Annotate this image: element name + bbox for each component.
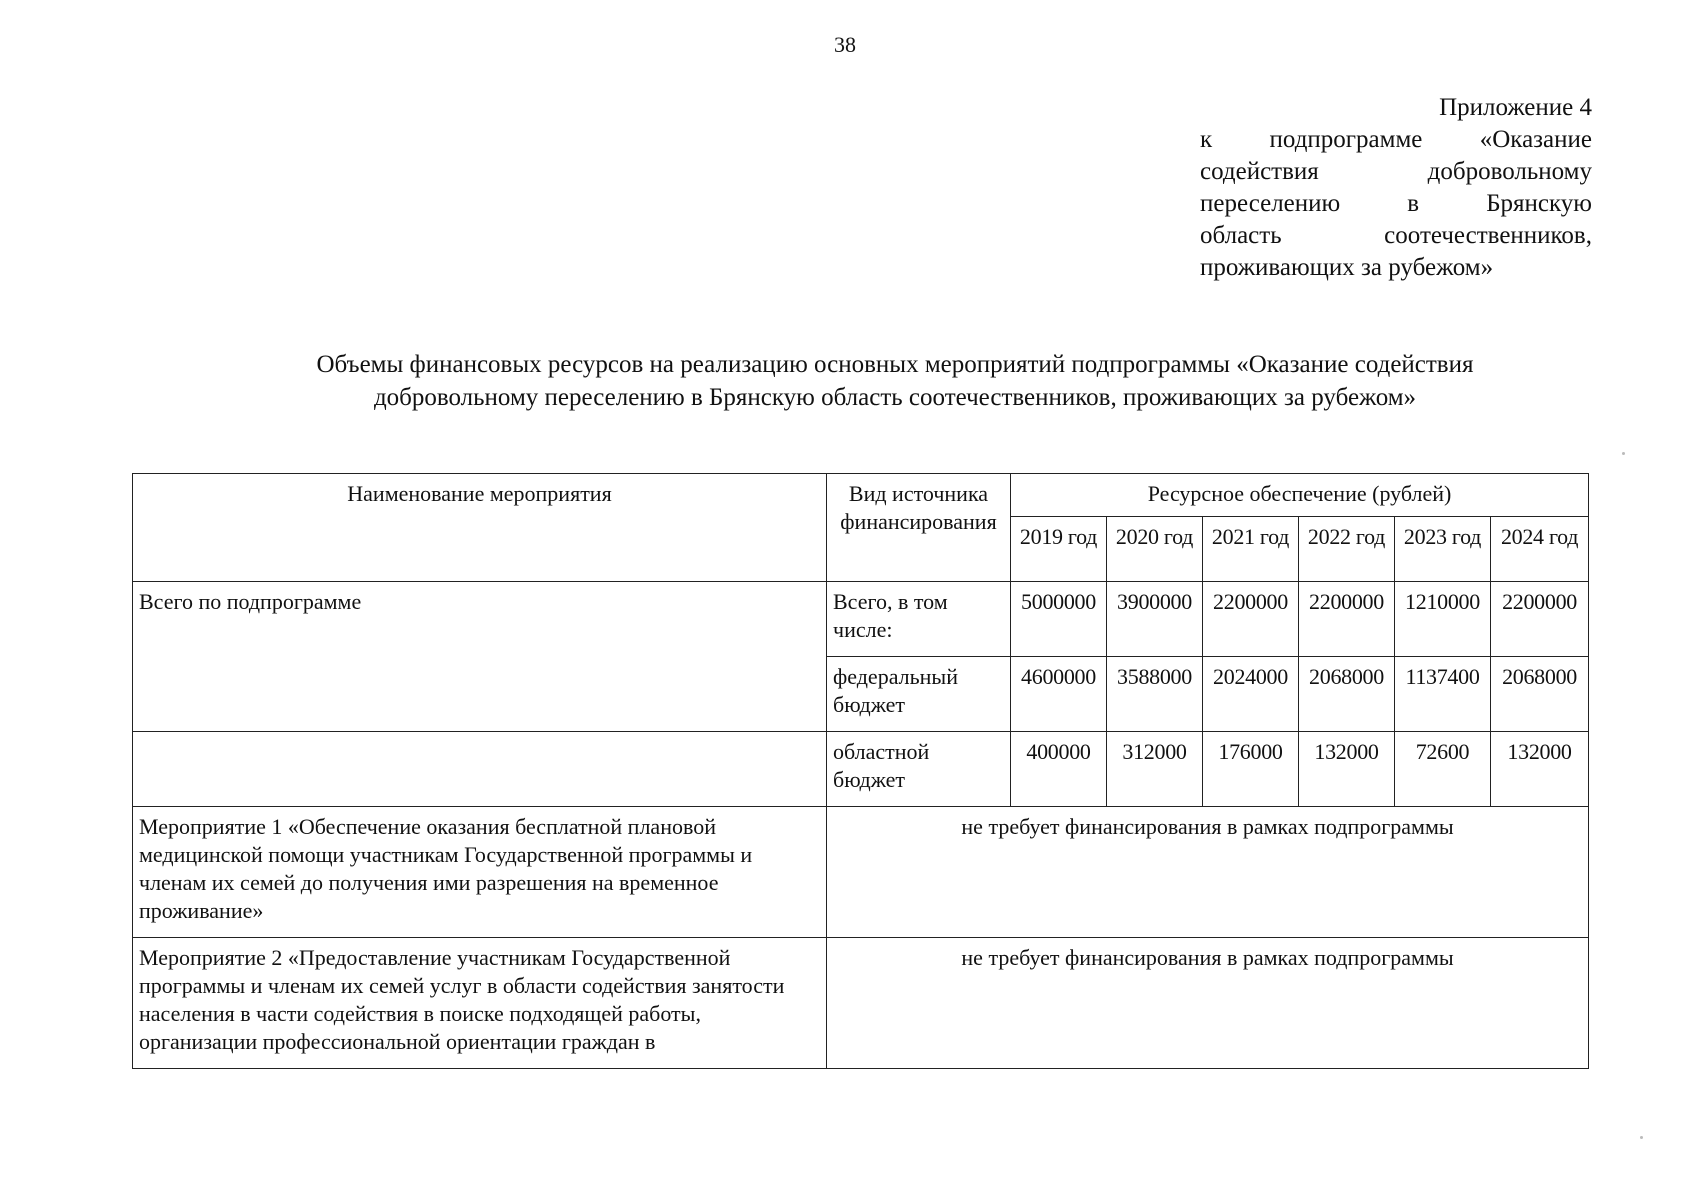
table-row xyxy=(133,938,1589,1069)
source-cell: областной бюджет xyxy=(827,732,1011,807)
measure-name: Мероприятие 1 «Обеспечение оказания бесплатной плановой медицинской помощи участникам Государственной программы и членам их семей до получения ими разрешения на временное проживание» xyxy=(133,807,827,938)
total-name: Всего по подпрограмме xyxy=(133,582,827,732)
value-cell: 4600000 xyxy=(1011,657,1107,732)
scan-speck xyxy=(1622,452,1625,455)
header-year: 2023 год xyxy=(1395,517,1491,582)
document-title-line: добровольному переселению в Брянскую область соотечественников, проживающих за рубежом» xyxy=(373,384,1417,411)
header-year: 2020 год xyxy=(1107,517,1203,582)
value-cell: 132000 xyxy=(1299,732,1395,807)
appendix-title: Приложение 4 xyxy=(1439,94,1592,121)
header-year: 2024 год xyxy=(1491,517,1589,582)
header-year: 2022 год xyxy=(1299,517,1395,582)
source-cell: федеральный бюджет xyxy=(827,657,1011,732)
header-year: 2019 год xyxy=(1011,517,1107,582)
value-cell: 1137400 xyxy=(1395,657,1491,732)
value-cell: 132000 xyxy=(1491,732,1589,807)
appendix-line: содействия добровольному xyxy=(1200,158,1592,185)
appendix-line: область соотечественников, xyxy=(1200,222,1592,249)
empty-name-cell xyxy=(133,732,827,807)
value-cell: 2068000 xyxy=(1299,657,1395,732)
appendix-block xyxy=(1200,92,1592,284)
measure-name: Мероприятие 2 «Предоставление участникам Государственной программы и членам их семей услуг в области содействия занятости населения в части содействия в поиске подходящей работы, организации профессиональной ориентации граждан в xyxy=(133,938,827,1069)
value-cell: 2200000 xyxy=(1299,582,1395,657)
value-cell: 1210000 xyxy=(1395,582,1491,657)
page-number: 38 xyxy=(834,32,856,57)
financing-table xyxy=(132,473,1589,1069)
scan-speck xyxy=(1640,1136,1643,1139)
measure-note: не требует финансирования в рамках подпрограммы xyxy=(827,938,1589,1069)
header-source: Вид источника финансирования xyxy=(827,474,1011,582)
value-cell: 176000 xyxy=(1203,732,1299,807)
appendix-line: к подпрограмме «Оказание xyxy=(1200,126,1592,153)
value-cell: 2200000 xyxy=(1203,582,1299,657)
value-cell: 5000000 xyxy=(1011,582,1107,657)
appendix-line: переселению в Брянскую xyxy=(1200,190,1592,217)
value-cell: 2068000 xyxy=(1491,657,1589,732)
header-resources: Ресурсное обеспечение (рублей) xyxy=(1011,474,1589,517)
appendix-line: проживающих за рубежом» xyxy=(1200,254,1494,281)
value-cell: 2200000 xyxy=(1491,582,1589,657)
source-cell: Всего, в том числе: xyxy=(827,582,1011,657)
value-cell: 3900000 xyxy=(1107,582,1203,657)
header-name: Наименование мероприятия xyxy=(133,474,827,582)
value-cell: 3588000 xyxy=(1107,657,1203,732)
header-year: 2021 год xyxy=(1203,517,1299,582)
table-row xyxy=(133,582,1589,657)
table-row xyxy=(133,732,1589,807)
document-title-line: Объемы финансовых ресурсов на реализацию основных мероприятий подпрограммы «Оказание содействия xyxy=(316,351,1474,378)
document-title xyxy=(130,348,1660,414)
value-cell: 2024000 xyxy=(1203,657,1299,732)
value-cell: 312000 xyxy=(1107,732,1203,807)
table-row xyxy=(133,807,1589,938)
measure-note: не требует финансирования в рамках подпрограммы xyxy=(827,807,1589,938)
value-cell: 72600 xyxy=(1395,732,1491,807)
value-cell: 400000 xyxy=(1011,732,1107,807)
